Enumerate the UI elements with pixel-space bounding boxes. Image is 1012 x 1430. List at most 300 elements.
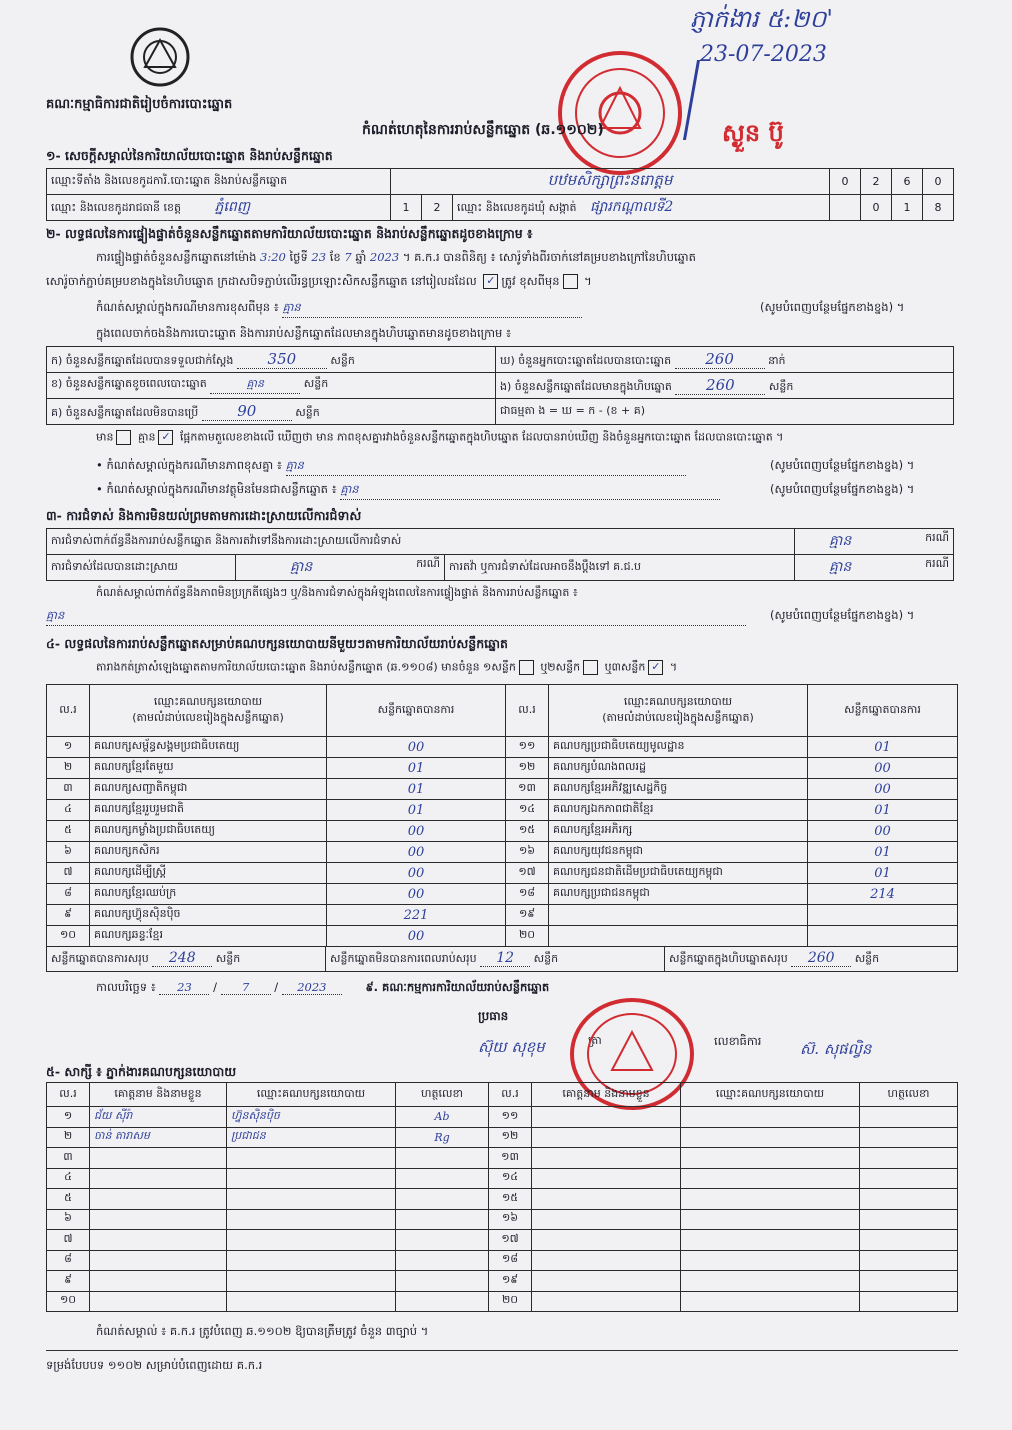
witness-party [227, 1148, 396, 1169]
witness-row [47, 1107, 958, 1128]
witness-row [47, 1250, 958, 1271]
witness-no: ១៥ [489, 1189, 532, 1210]
count-row-a [47, 347, 496, 373]
totals-table [46, 946, 958, 972]
witness-name [90, 1230, 227, 1251]
commune-code-digit: 8 [923, 195, 954, 221]
witness-signature [396, 1209, 489, 1230]
sheet2-checkbox[interactable] [583, 660, 598, 675]
witness-no: ២០ [489, 1291, 532, 1312]
vote-no: ៤ [47, 800, 90, 821]
witness-signature [860, 1189, 958, 1210]
diff-note-value: គ្មាន [282, 300, 582, 318]
witness-name [90, 1291, 227, 1312]
vote-row [47, 884, 958, 905]
witness-name [90, 1189, 227, 1210]
date-row: កាលបរិច្ឆេទ ៖ 23 / 7 / 2023 ៩. គណៈកម្មការការិយាល័យរាប់សន្លឹកឆ្នោត [96, 980, 550, 994]
bullet1-row [96, 458, 686, 476]
section1-heading: ១- សេចក្តីសម្គាល់នៃការិយាល័យបោះឆ្នោត និងរាប់សន្លឹកឆ្នោត [46, 148, 333, 163]
month-label: ខែ [329, 250, 341, 264]
witness-no: ១២ [489, 1127, 532, 1148]
station-code-digit: 2 [861, 169, 892, 195]
party-name: គណបក្សប្រជាជនកម្ពុជា [549, 884, 808, 905]
vote-no: ១២ [506, 758, 549, 779]
party-name: គណបក្សសម្ព័ន្ធសង្គមប្រជាធិបតេយ្យ [90, 737, 327, 758]
party-name: គណបក្សឆន្ទៈខ្មែរ [90, 926, 327, 947]
col-no-left: ល.រ [47, 685, 90, 737]
count-intro: ក្នុងពេលចាក់ចងនិងការបោះឆ្នោត និងការរាប់សន្លឹកឆ្នោតដែលមានក្នុងហិបឆ្នោតមានដូចខាងក្រោម ៖ [96, 326, 512, 340]
party-votes: 00 [808, 779, 958, 800]
party-name [549, 926, 808, 947]
vote-no: ៩ [47, 905, 90, 926]
total-valid-cell [47, 947, 326, 972]
party-name: គណបក្សសញ្ជាតិកម្ពុជា [90, 779, 327, 800]
sheet3-label: ឬ៣សន្លឹក [604, 660, 646, 674]
party-votes: 01 [808, 863, 958, 884]
party-name: គណបក្សខ្មែរឈប់ក្រ [90, 884, 327, 905]
party-votes: 01 [808, 737, 958, 758]
province-code-digit: 1 [391, 195, 422, 221]
witness-signature: Rg [396, 1127, 489, 1148]
fill-hint-4: (សូមបំពេញបន្ថែមផ្នែកខាងខ្នង) ។ [770, 608, 915, 622]
col-party-title: ឈ្មោះគណបក្សនយោបាយ [153, 694, 263, 708]
date-month: 7 [221, 980, 271, 995]
vote-no: ៣ [47, 779, 90, 800]
col-no-right: ល.រ [506, 685, 549, 737]
witness-name [90, 1250, 227, 1271]
secretary-label: លេខាធិការ [714, 1034, 762, 1048]
compare-text: ផ្អែកតាមតួលេខខាងលើ ឃើញថា មាន ភាពខុសគ្នារវាងចំនួនសន្លឹកឆ្នោតក្នុងហិបឆ្នោត ដែលបានរាប់ឃើញ និងចំនួនអ្នកបោះឆ្នោត ដែលបានបោះឆ្នោត ។ [179, 430, 784, 444]
resolved-value: គ្មាន [290, 559, 313, 575]
irregular-note-row [46, 608, 746, 626]
case-label: ករណី [925, 557, 949, 570]
party-votes: 00 [327, 863, 506, 884]
col-party-sub: (តាមលំដាប់លេខរៀងក្នុងសន្លឹកឆ្នោត) [132, 710, 284, 724]
complaint-label-1: ការជំទាស់ពាក់ព័ន្ធនឹងការរាប់សន្លឹកឆ្នោត និងការតវ៉ាទៅនឹងការដោះស្រាយលើការជំទាស់ [51, 533, 402, 547]
witness-signature [860, 1250, 958, 1271]
bullet1-label: • កំណត់សម្គាល់ក្នុងករណីមានភាពខុសគ្នា ៖ [96, 458, 282, 472]
w-col-name-right: គោត្តនាម និងនាមខ្លួន [532, 1083, 681, 1107]
vote-no: ១៦ [506, 842, 549, 863]
w-col-party-left: ឈ្មោះគណបក្សនយោបាយ [227, 1083, 396, 1107]
col-party-right [549, 685, 808, 737]
section3-heading: ៣- ការជំទាស់ និងការមិនយល់ព្រមតាមការដោះស្រាយលើការជំទាស់ [46, 508, 362, 523]
count-row-b [47, 373, 496, 399]
party-votes: 00 [327, 821, 506, 842]
date-label: កាលបរិច្ឆេទ ៖ [96, 980, 156, 994]
station-code-digit: 6 [892, 169, 923, 195]
section5-heading: ៥- សាក្សី ៖ ភ្នាក់ងារគណបក្សនយោបាយ [46, 1064, 237, 1079]
witness-name [90, 1148, 227, 1169]
witness-party [681, 1168, 860, 1189]
resolved-count [236, 555, 445, 581]
vote-no: ១១ [506, 737, 549, 758]
witness-signature [860, 1127, 958, 1148]
vote-no: ១០ [47, 926, 90, 947]
vote-row [47, 905, 958, 926]
appeal-value: គ្មាន [829, 559, 852, 575]
vote-no: ១៣ [506, 779, 549, 800]
complaint-count-1 [795, 529, 954, 555]
time-note: ភ្ញាក់ងារ ៥:២០' [690, 5, 834, 33]
vote-no: ៥ [47, 821, 90, 842]
verify-line1 [96, 250, 696, 267]
witness-no: ៥ [47, 1189, 90, 1210]
witness-name [532, 1189, 681, 1210]
total-box-label: សន្លឹកឆ្នោតក្នុងហិបឆ្នោតសរុប [669, 952, 788, 965]
count-row-c [47, 399, 496, 425]
witness-no: ៦ [47, 1209, 90, 1230]
party-name: គណបក្សហ៊្វុនស៊ិនប៉ិច [90, 905, 327, 926]
vote-no: ១៧ [506, 863, 549, 884]
vote-no: ២០ [506, 926, 549, 947]
witness-no: ៩ [47, 1271, 90, 1292]
party-votes: 01 [327, 758, 506, 779]
party-name: គណបក្សខ្មែរអភិរក្ស [549, 821, 808, 842]
witness-party: ហ្វ៊ុនស៊ិនប៉ិច [227, 1107, 396, 1128]
verify-line1-suffix: ។ គ.ក.រ បានពិនិត្យ ៖ សោរ៉ូទាំងពីរចាក់នៅគម្របខាងក្រៅនៃហិបឆ្នោត [402, 250, 696, 264]
party-votes [808, 926, 958, 947]
vote-no: ១៤ [506, 800, 549, 821]
witness-party [681, 1230, 860, 1251]
party-name: គណបក្សប្រជាធិបតេយ្យមូលដ្ឋាន [549, 737, 808, 758]
unit-label: សន្លឹក [215, 952, 241, 965]
verify-line2: សោរ៉ូចាក់ភ្ជាប់គម្របខាងក្នុងនៃហិបឆ្នោត ក្រដាសបិទភ្ជាប់លើរន្ធប្រឡោះសិកសន្លឹកឆ្នោត នៅរៀលដដែល ✓ ត្រូវ ខុសពីមុន ។ [46, 274, 592, 288]
sheet-count-text: តារាងកត់ត្រាសំឡេងឆ្នោតតាមការិយាល័យបោះឆ្នោត និងរាប់សន្លឹកឆ្នោត (ឆ.១១០៨) មានចំនួន ១សន្លឹក [96, 660, 516, 674]
col-party-left [90, 685, 327, 737]
count-row-e [496, 373, 954, 399]
count-label-c: គ) ចំនួនសន្លឹកឆ្នោតដែលមិនបានប្រើ [51, 405, 199, 419]
witness-name [532, 1291, 681, 1312]
party-name: គណបក្សខ្មែរអភិវឌ្ឍសេដ្ឋកិច្ច [549, 779, 808, 800]
witness-no: ១០ [47, 1291, 90, 1312]
col-votes-left: សន្លឹកឆ្នោតបានការ [327, 685, 506, 737]
count-label-b: ខ) ចំនួនសន្លឹកឆ្នោតខូចពេលបោះឆ្នោត [51, 377, 207, 390]
col-party-sub: (តាមលំដាប់លេខរៀងក្នុងសន្លឹកឆ្នោត) [602, 710, 754, 724]
party-votes: 01 [327, 800, 506, 821]
section4-heading: ៤- លទ្ធផលនៃការរាប់សន្លឹកឆ្នោតសម្រាប់គណបក្សនយោបាយនីមួយៗតាមការិយាល័យរាប់សន្លឹកឆ្នោត [46, 636, 508, 651]
total-valid-label: សន្លឹកឆ្នោតបានការសរុប [51, 952, 149, 965]
commune-value: ផ្សារកណ្តាលទី2 [590, 199, 674, 215]
section1-table [46, 168, 954, 221]
footnote: កំណត់សម្គាល់ ៖ គ.ក.រ ត្រូវបំពេញ ឆ.១១០២ ឱ្យបានត្រឹមត្រូវ ចំនួន ៣ច្បាប់ ។ [96, 1324, 429, 1338]
witness-name [90, 1168, 227, 1189]
has-diff-checkbox[interactable] [116, 430, 131, 445]
party-votes [808, 905, 958, 926]
party-votes: 01 [808, 800, 958, 821]
emblem-icon [125, 22, 195, 92]
chair-label: ប្រធាន [478, 1009, 509, 1023]
total-box-cell [665, 947, 958, 972]
count-value-d: 260 [675, 350, 765, 369]
sheet-count-row: តារាងកត់ត្រាសំឡេងឆ្នោតតាមការិយាល័យបោះឆ្នោត និងរាប់សន្លឹកឆ្នោត (ឆ.១១០៨) មានចំនួន ១សន្លឹក ឬ២សន្លឹក ឬ៣សន្លឹក ✓ ។ [96, 660, 678, 674]
witness-name: ជ័យ ស៊ីរ៉ា [90, 1107, 227, 1128]
witness-signature [396, 1250, 489, 1271]
witness-name [532, 1127, 681, 1148]
party-votes: 221 [327, 905, 506, 926]
spacer-cell [830, 195, 861, 221]
party-votes: 00 [808, 821, 958, 842]
witness-signature [396, 1230, 489, 1251]
sheet3-checkbox[interactable]: ✓ [648, 660, 663, 675]
vote-row [47, 926, 958, 947]
commune-code-digit: 1 [892, 195, 923, 221]
witness-no: ៤ [47, 1168, 90, 1189]
count-value-c: 90 [202, 402, 292, 421]
witness-signature [860, 1168, 958, 1189]
total-box: 260 [791, 950, 851, 967]
fill-hint-3: (សូមបំពេញបន្ថែមផ្នែកខាងខ្នង) ។ [770, 482, 915, 496]
count-value-a: 350 [237, 350, 327, 369]
w-col-no-left: ល.រ [47, 1083, 90, 1107]
party-name: គណបក្សខ្មែររួបរួមជាតិ [90, 800, 327, 821]
witness-no: ១១ [489, 1107, 532, 1128]
unit-label: សន្លឹក [533, 952, 559, 965]
complaint-value-1: គ្មាន [829, 533, 852, 549]
witness-name: ចាន់ តារាសម [90, 1127, 227, 1148]
party-votes: 214 [808, 884, 958, 905]
station-value: បឋមសិក្សាព្រះនរោត្តម [391, 169, 830, 195]
witness-row [47, 1127, 958, 1148]
verify-time-label: ការផ្ទៀងផ្ទាត់ចំនួនសន្លឹកឆ្នោតនៅម៉ោង [96, 250, 257, 264]
votes-table [46, 684, 958, 947]
witness-row [47, 1148, 958, 1169]
compare-row [96, 430, 966, 447]
case-label: ករណី [416, 557, 440, 570]
chair-signature: ស៊ុយ សុខុម [478, 1038, 545, 1056]
witness-party [227, 1271, 396, 1292]
party-votes: 00 [327, 926, 506, 947]
total-valid: 248 [152, 950, 212, 967]
w-col-no-right: ល.រ [489, 1083, 532, 1107]
col-votes-right: សន្លឹកឆ្នោតបានការ [808, 685, 958, 737]
party-name: គណបក្សខ្មែរតែមួយ [90, 758, 327, 779]
has-diff-label: មាន [96, 430, 114, 444]
witness-signature [860, 1230, 958, 1251]
vote-row [47, 842, 958, 863]
commune-cell [453, 195, 830, 221]
no-diff-checkbox[interactable]: ✓ [158, 430, 173, 445]
vote-no: ៨ [47, 884, 90, 905]
station-code-digit: 0 [923, 169, 954, 195]
vote-row [47, 863, 958, 884]
vote-no: ១៥ [506, 821, 549, 842]
count-unit-e: សន្លឹក [768, 379, 794, 393]
province-code-digit: 2 [422, 195, 453, 221]
form-footer: ទម្រង់បែបបទ ១១០២ សម្រាប់បំពេញដោយ គ.ក.រ [46, 1358, 263, 1372]
party-name [549, 905, 808, 926]
date-note: 23-07-2023 [700, 42, 827, 67]
org-name: គណៈកម្មាធិការជាតិរៀបចំការបោះឆ្នោត [46, 97, 233, 112]
correct-checkbox[interactable]: ✓ [483, 274, 498, 289]
witness-party [681, 1271, 860, 1292]
complaint-row1 [47, 529, 795, 555]
witness-no: ៣ [47, 1148, 90, 1169]
station-code-digit: 0 [830, 169, 861, 195]
witness-row [47, 1230, 958, 1251]
no-diff-label: គ្មាន [137, 430, 156, 444]
day-label: ថ្ងៃទី [289, 250, 308, 264]
verify-time: 3:20 [260, 250, 286, 264]
witness-signature: Ab [396, 1107, 489, 1128]
witness-party [227, 1291, 396, 1312]
vote-row [47, 779, 958, 800]
col-party-title: ឈ្មោះគណបក្សនយោបាយ [623, 694, 733, 708]
witness-signature [860, 1291, 958, 1312]
form-title: កំណត់ហេតុនៃការរាប់សន្លឹកឆ្នោត (ឆ.១១០២) [362, 122, 604, 138]
fill-hint-1: (សូមបំពេញបន្ថែមផ្នែកខាងខ្នង) ។ [760, 300, 905, 314]
witness-party [227, 1250, 396, 1271]
witness-no: ២ [47, 1127, 90, 1148]
witness-no: ១៤ [489, 1168, 532, 1189]
count-unit-b: សន្លឹក [303, 377, 329, 390]
witness-party: ប្រជាជន [227, 1127, 396, 1148]
province-value: ភ្នំពេញ [214, 199, 251, 215]
witness-no: ៧ [47, 1230, 90, 1251]
bullet2-label: • កំណត់សម្គាល់ក្នុងករណីមានវត្ថុមិនមែនជាសន្លឹកឆ្នោត ៖ [96, 482, 337, 496]
w-col-party-right: ឈ្មោះគណបក្សនយោបាយ [681, 1083, 860, 1107]
diff-note-label: កំណត់សម្គាល់ក្នុងករណីមានការខុសពីមុន ៖ [96, 300, 279, 314]
witness-no: ១ [47, 1107, 90, 1128]
count-formula: ជាធម្មតា ង = ឃ = ក - (ខ + គ) [496, 399, 954, 425]
party-votes: 00 [808, 758, 958, 779]
total-invalid-label: សន្លឹកឆ្នោតមិនបានការពេលរាប់សរុប [330, 952, 477, 965]
vote-no: ២ [47, 758, 90, 779]
witness-party [227, 1189, 396, 1210]
witness-signature [396, 1271, 489, 1292]
sheet1-checkbox[interactable] [519, 660, 534, 675]
appeal-label: ការតវ៉ា ឬការជំទាស់ដែលអាចនឹងប្តឹងទៅ គ.ជ.ប [445, 555, 795, 581]
commune-label: ឈ្មោះ និងលេខកូដឃុំ សង្កាត់ [457, 201, 577, 214]
date-year: 2023 [282, 980, 342, 995]
vote-no: ១៩ [506, 905, 549, 926]
witness-name [90, 1271, 227, 1292]
diff-note-row [96, 300, 582, 318]
committee-title: ៩. គណៈកម្មការការិយាល័យរាប់សន្លឹកឆ្នោត [365, 980, 550, 994]
witness-name [532, 1271, 681, 1292]
party-name: គណបក្សកម្លាំងប្រជាធិបតេយ្យ [90, 821, 327, 842]
party-name: គណបក្សកសិករ [90, 842, 327, 863]
vote-row [47, 800, 958, 821]
witness-signature [396, 1148, 489, 1169]
count-unit-c: សន្លឹក [295, 405, 320, 419]
vote-row [47, 758, 958, 779]
w-col-sign-right: ហត្ថលេខា [860, 1083, 958, 1107]
party-votes: 00 [327, 884, 506, 905]
party-votes: 01 [327, 779, 506, 800]
witness-name [532, 1168, 681, 1189]
bullet1-value: គ្មាន [286, 458, 686, 476]
wrong-checkbox[interactable] [563, 274, 578, 289]
witness-party [227, 1209, 396, 1230]
witness-signature [860, 1107, 958, 1128]
witness-signature [396, 1168, 489, 1189]
witness-name [90, 1209, 227, 1230]
witness-party [227, 1230, 396, 1251]
case-label: ករណី [925, 531, 949, 544]
unit-label: សន្លឹក [854, 952, 880, 965]
vote-no: ៧ [47, 863, 90, 884]
party-name: គណបក្សជនជាតិដើមប្រជាធិបតេយ្យកម្ពុជា [549, 863, 808, 884]
count-table [46, 346, 954, 425]
vote-no: ១ [47, 737, 90, 758]
red-seal-top [555, 48, 685, 178]
wrong-label: ខុសពីមុន [519, 274, 560, 288]
witness-signature [396, 1291, 489, 1312]
party-name: គណបក្សឯកភាពជាតិខ្មែរ [549, 800, 808, 821]
secretary-signature: ស៊. សុផល្វិន [800, 1040, 872, 1058]
witness-name [532, 1209, 681, 1230]
station-label: ឈ្មោះទីតាំង និងលេខកូដការិ.បោះឆ្នោត និងរាប់សន្លឹកឆ្នោត [47, 169, 391, 195]
irregular-note-value: គ្មាន [46, 608, 746, 626]
total-invalid: 12 [480, 950, 530, 967]
total-invalid-cell [326, 947, 665, 972]
sheet2-label: ឬ២សន្លឹក [540, 660, 581, 674]
count-value-b: គ្មាន [210, 377, 300, 394]
witness-no: ១៨ [489, 1250, 532, 1271]
witness-table [46, 1082, 958, 1312]
party-votes: 00 [327, 737, 506, 758]
witness-no: ១៦ [489, 1209, 532, 1230]
red-signature: ស្ងួន ប៊ូ [722, 119, 784, 147]
witness-party [681, 1209, 860, 1230]
party-votes: 01 [808, 842, 958, 863]
witness-signature [396, 1189, 489, 1210]
witness-no: ១៧ [489, 1230, 532, 1251]
verify-month: 7 [344, 250, 352, 264]
bullet2-value: គ្មាន [340, 482, 720, 500]
verify-line2-text: សោរ៉ូចាក់ភ្ជាប់គម្របខាងក្នុងនៃហិបឆ្នោត ក្រដាសបិទភ្ជាប់លើរន្ធប្រឡោះសិកសន្លឹកឆ្នោត នៅរៀលដដែល [46, 274, 477, 288]
appeal-count [795, 555, 954, 581]
year-label: ឆ្នាំ [355, 250, 367, 264]
w-col-sign-left: ហត្ថលេខា [396, 1083, 489, 1107]
party-name: គណបក្សបំណងពលរដ្ឋ [549, 758, 808, 779]
count-unit-a: សន្លឹក [330, 353, 355, 367]
witness-signature [860, 1148, 958, 1169]
witness-signature [860, 1209, 958, 1230]
witness-row [47, 1168, 958, 1189]
correct-label: ត្រូវ [501, 274, 516, 288]
witness-name [532, 1230, 681, 1251]
party-votes: 00 [327, 842, 506, 863]
date-day: 23 [159, 980, 209, 995]
fill-hint-2: (សូមបំពេញបន្ថែមផ្នែកខាងខ្នង) ។ [770, 458, 915, 472]
witness-name [532, 1107, 681, 1128]
irregular-note-label: កំណត់សម្គាល់ពាក់ព័ន្ធនឹងភាពមិនប្រក្រតីផ្សេងៗ ឬ/និងការជំទាស់ក្នុងអំឡុងពេលនៃការផ្ទៀងផ្ទាត់ និងការរាប់សន្លឹកឆ្នោត ៖ [96, 586, 578, 599]
province-label [47, 195, 391, 221]
witness-party [681, 1291, 860, 1312]
witness-signature [860, 1271, 958, 1292]
witness-party [227, 1168, 396, 1189]
verify-day: 23 [311, 250, 327, 264]
count-row-d [496, 347, 954, 373]
count-unit-d: នាក់ [768, 353, 786, 367]
witness-row [47, 1189, 958, 1210]
witness-row [47, 1291, 958, 1312]
witness-row [47, 1209, 958, 1230]
verify-year: 2023 [369, 250, 400, 264]
seal-label: ត្រា [588, 1034, 602, 1047]
vote-row [47, 821, 958, 842]
count-label-d: ឃ) ចំនួនអ្នកបោះឆ្នោតដែលបានបោះឆ្នោត [500, 353, 672, 367]
vote-no: ១៨ [506, 884, 549, 905]
count-value-e: 260 [675, 376, 765, 395]
bullet2-row [96, 482, 720, 500]
vote-row [47, 737, 958, 758]
count-label-e: ង) ចំនួនសន្លឹកឆ្នោតដែលមានក្នុងហិបឆ្នោត [500, 379, 672, 393]
count-label-a: ក) ចំនួនសន្លឹកឆ្នោតដែលបានទទួលជាក់ស្តែង [51, 353, 234, 367]
witness-party [681, 1148, 860, 1169]
